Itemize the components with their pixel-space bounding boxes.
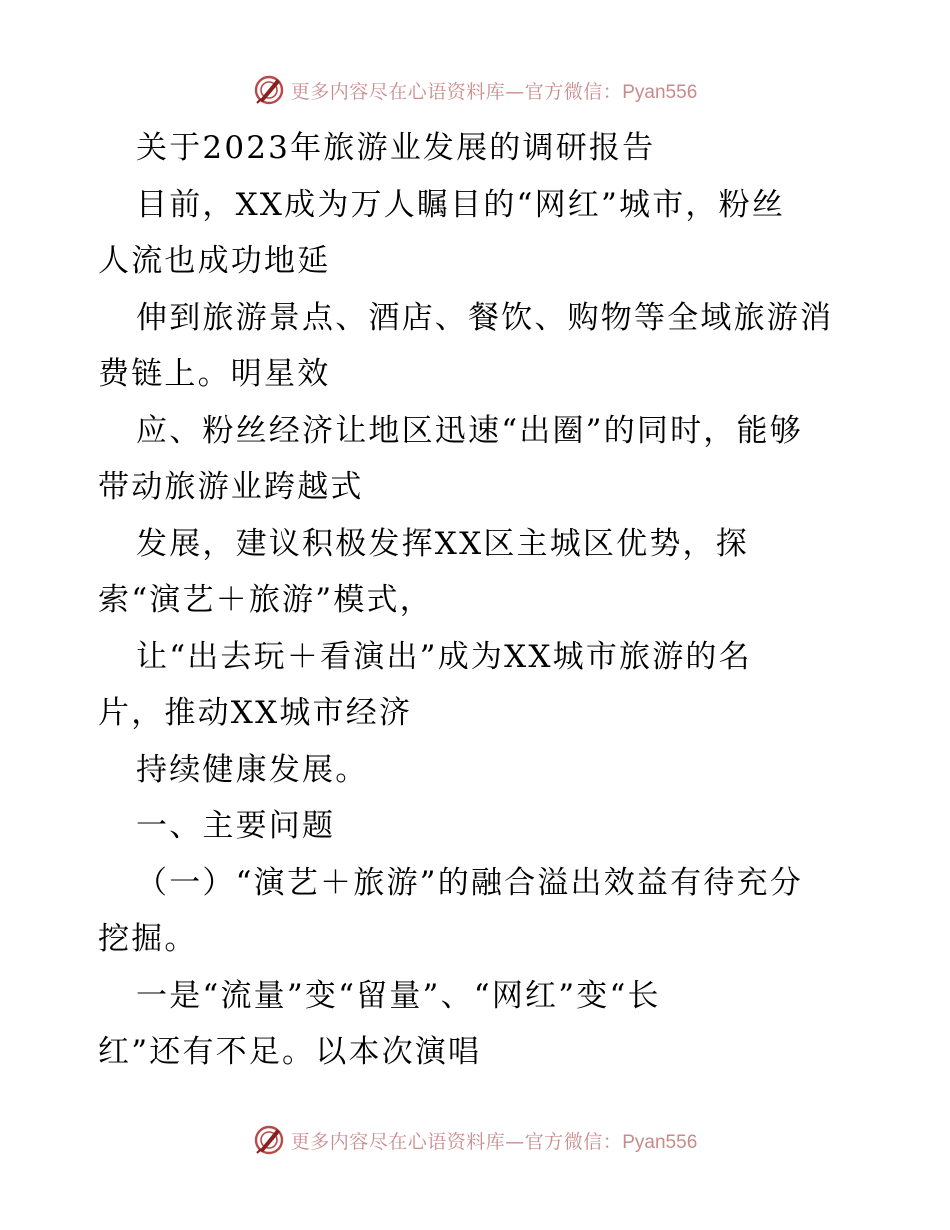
text-line: 伸到旅游景点、酒店、餐饮、购物等全域旅游消 [136,299,834,336]
text-line: 人流也成功地延 [98,243,331,279]
text-line: 挖掘。 [98,921,198,957]
quill-circle-logo-icon [253,1124,285,1156]
text-line: 一是“流量”变“留量”、“网红”变“长 [136,977,661,1014]
header-watermark [0,70,950,110]
text-line: 费链上。明星效 [98,356,331,392]
text-line: （一）“演艺＋旅游”的融合溢出效益有待充分 [136,864,803,901]
watermark-label: 更多内容尽在心语资料库—官方微信： [290,1130,623,1153]
text-line: 一、主要问题 [136,808,336,844]
watermark-wechat-id: Pyan556 [622,1131,698,1153]
watermark-label: 更多内容尽在心语资料库—官方微信： [290,80,623,103]
text-line: 带动旅游业跨越式 [98,469,364,505]
text-line: 发展，建议积极发挥XX区主城区优势，探 [136,525,749,562]
text-line: 应、粉丝经济让地区迅速“出圈”的同时，能够 [136,412,803,449]
text-line: 目前，XX成为万人瞩目的“网红”城市，粉丝 [136,186,786,223]
watermark-wechat-id: Pyan556 [622,81,698,103]
quill-circle-logo-icon [253,74,285,106]
text-line: 片，推动XX城市经济 [98,695,413,731]
text-line: 红”还有不足。以本次演唱 [98,1034,482,1070]
text-line: 持续健康发展。 [136,751,369,788]
footer-watermark [0,1120,950,1160]
document-title: 关于2023年旅游业发展的调研报告 [136,130,656,166]
watermark-text [291,1127,698,1154]
watermark-text [291,77,698,104]
text-line: 索“演艺＋旅游”模式， [98,582,433,618]
document-body [98,120,878,1081]
text-line: 让“出去玩＋看演出”成为XX城市旅游的名 [136,638,752,675]
